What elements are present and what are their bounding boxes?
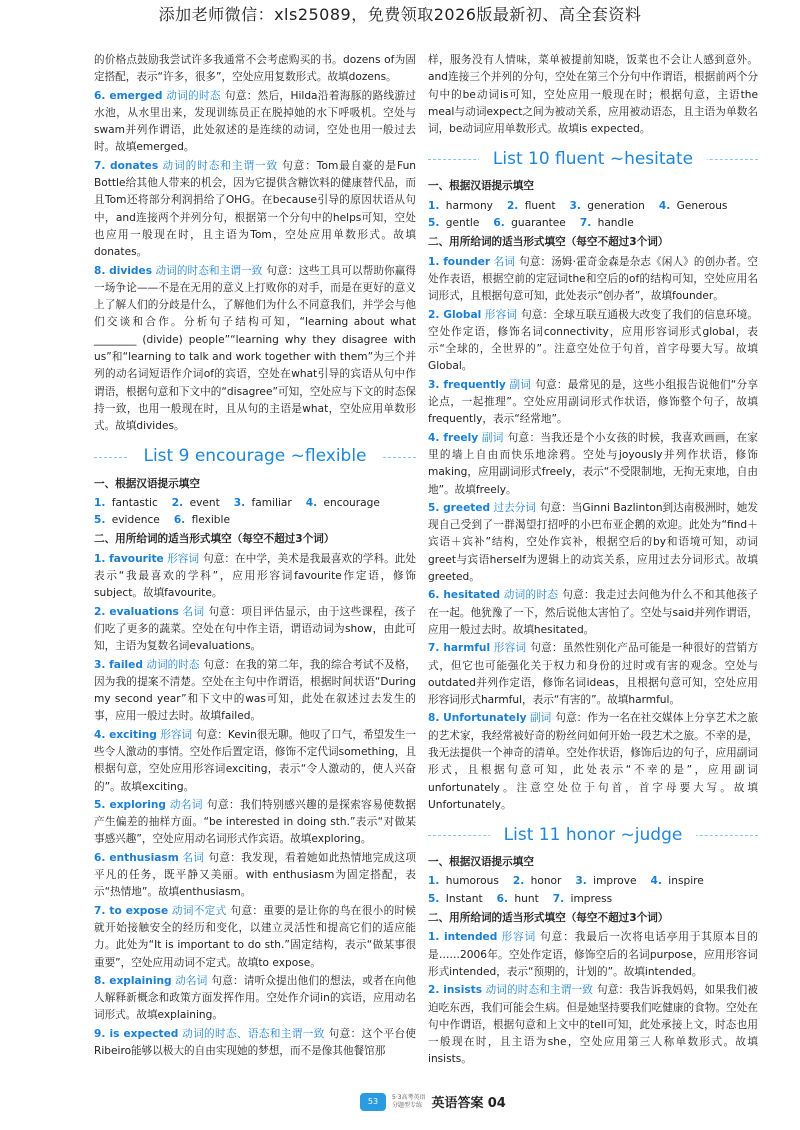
answer-type: 动名词 [175, 974, 208, 987]
word-answer: 1. harmony [428, 199, 493, 212]
answer-item [428, 982, 758, 1068]
answer-key: 5. greeted [428, 501, 491, 514]
answer-text: 句意：作为一名在社交媒体上分享艺术之旅的艺术家，我经常被好奇的粉丝问如何开始一段艺术之旅。不幸的是，我无法提供一个神奇的清单。空处作状语，修饰后边的句子，应用副词形式，且根据句意可知，此处表示“不幸的是”，应用副词unfortunately。注意空处位于句首，首字母要大写。故填Unfortunately。 [428, 712, 759, 811]
answer-item [428, 430, 758, 499]
answer-type: 动词的时态和主谓一致 [162, 159, 279, 172]
word-answer: 7. handle [579, 217, 634, 230]
answer-item [94, 727, 416, 796]
section-heading: 二、用所给词的适当形式填空（每空不超过3个词） [94, 533, 335, 546]
answer-key: 2. insists [428, 984, 483, 997]
answer-text: 句意：在我的第二年，我的综合考试不及格，因为我的提案不清楚。空处在主句中作谓语，根据时间状语“During my second year”和下文中的was可知，此处在叙述过去发生的事，应用一般过去时。故填failed。 [94, 658, 417, 723]
answer-list [428, 254, 758, 815]
word-answer: 3. generation [569, 199, 645, 212]
answer-item [94, 973, 416, 1025]
answer-list [428, 929, 758, 1068]
answer-text: 句意：虽然性别化产品可能是一种很好的营销方式，但它也可能强化关于权力和身份的过时或有害的观念。空处与outdated并列作定语，修饰名词ideas，且根据句意可知，空处应用形容词形式harmful，表示“有害的”。故填harmful。 [428, 642, 759, 707]
word-answer: 2. event [171, 496, 220, 509]
answer-item [428, 307, 758, 376]
answer-item [94, 88, 416, 157]
section-heading: 二、用所给词的适当形式填空（每空不超过3个词） [428, 236, 669, 249]
answer-item [94, 1026, 416, 1061]
answer-text: 句意：我告诉我妈妈，如果我们被迫吃东西，我们可能会生病。但是她坚持要我们吃健康的食物。空处在句中作谓语，根据句意和上文中的tell可知，此处承接上文，时态也用一般现在时，且主语为she，空处应用第三人称单数形式。故填insists。 [428, 984, 759, 1066]
word-answers [94, 495, 416, 530]
footer-series-line: 5·3高考英语 [392, 1093, 426, 1101]
list-heading [94, 442, 416, 472]
answer-text: 句意：Kevin很无聊。他叹了口气，希望发生一些令人激动的事情。空处作后置定语，修饰不定代词something，且根据句意，空处应用形容词exciting，表示“令人激动的，使人兴奋的”。故填exciting。 [94, 728, 416, 793]
right-column [428, 52, 758, 1070]
answer-item [94, 158, 416, 262]
footer-series [392, 1094, 426, 1110]
word-answer: 1. fantastic [94, 496, 158, 509]
answer-key: 1. founder [428, 255, 491, 268]
word-answer: 4. Generous [658, 199, 728, 212]
answer-type: 动词不定式 [171, 904, 227, 917]
paragraph: 样，服务没有人情味，菜单被提前知晓，饭菜也不会让人感到意外。and连接三个并列的分句，空处在第三个分句中作谓语，根据前两个分句中的be动词is可知，空处应用一般现在时；根据句意，主语the meal与动词expect之间为被动关系，应用被动语态，且主语为单数名词，be动词应用单数形式。故填is expected。 [428, 54, 758, 136]
answer-item [428, 500, 758, 586]
promo-banner: 添加老师微信：xls25089，免费领取2026版最新初、高全套资料 [158, 5, 642, 24]
answer-type: 动词的时态、语态和主谓一致 [182, 1027, 325, 1040]
answer-key: 4. freely [428, 431, 479, 444]
answer-key: 8. Unfortunately [428, 712, 527, 725]
answer-text: 句意：当我还是个小女孩的时候，我喜欢画画，在家里的墙上自由而快乐地涂鸦。空处与joyously并列作状语，修饰making，应用副词形式freely，表示“不受限制地，无拘无束地，自由地”。故填freely。 [428, 431, 759, 496]
answer-text: 句意：这些工具可以帮助你赢得一场争论——不是在无用的意义上打败你的对手，而是在更好的意义上了解人们的分歧是什么，了解他们为什么不同意我们，并学会与他们交谈和合作。分析句子结构可知，“learning about what ________ (divide) people”“learning why they disagree with us”和“learning to talk and work together with them”为三个并列的动名词短语作介词of的宾语，空处在what引导的宾语从句中作谓语，根据句意和下文中的“disagree”可知，空处应与下文的时态保持一致，也用一般现在时，且从句的主语是what，空处应用单数形式。故填divides。 [94, 264, 416, 433]
list-title: List 10 fluent ~hesitate [479, 151, 707, 168]
word-answer: 4. inspire [650, 875, 704, 888]
word-answer: 7. impress [552, 892, 613, 905]
answer-key: 9. is expected [94, 1027, 179, 1040]
word-answer: 6. hunt [496, 892, 539, 905]
answer-type: 名词 [493, 255, 516, 268]
word-answer: 3. familiar [233, 496, 292, 509]
answer-key: 1. intended [428, 931, 498, 944]
answer-text: 句意：汤姆·霍奇金森是杂志《闲人》的创办者。空处作表语，根据空前的定冠词the和空后的of的结构可知，空处应用名词形式，且根据句意可知，此处表示“创办者”，故填founder。 [428, 255, 758, 303]
section-heading: 一、根据汉语提示填空 [428, 180, 534, 193]
list-title: List 11 honor ~judge [490, 827, 697, 844]
answer-item [94, 903, 416, 972]
word-answer: 5. evidence [94, 514, 160, 527]
word-answer: 4. encourage [305, 496, 380, 509]
answer-key: 2. Global [428, 308, 482, 321]
answer-list [94, 551, 416, 1061]
footer-label: 英语答案 [431, 1096, 484, 1111]
word-answer: 1. humorous [428, 875, 499, 888]
section-heading: 二、用所给词的适当形式填空（每空不超过3个词） [428, 912, 669, 925]
paragraph: 的价格点鼓励我尝试许多我通常不会考虑购买的书。dozens of为固定搭配，表示“许多，很多”，空处应用复数形式。故填dozens。 [94, 54, 416, 84]
answer-text: 句意：全球互联互通极大改变了我们的信息环境。空处作定语，修饰名词connectivity，应用形容词形式global，表示“全球的，全世界的”。注意空处位于句首，首字母要大写。故填Global。 [428, 308, 758, 373]
footer-series-line: 分题型专练 [392, 1101, 423, 1109]
answer-key: 3. failed [94, 658, 143, 671]
word-answers [428, 873, 758, 908]
answer-item [428, 710, 758, 814]
answer-type: 形容词 [160, 728, 193, 741]
page-number: 04 [487, 1096, 506, 1111]
answer-text: 句意：当Ginni Bazlinton到达南极洲时，她发现自己受到了一群渴望打招呼的小巴布亚企鹅的欢迎。此处为“find＋宾语＋宾补”结构，空处作宾补，根据空后的by和语境可知，动词greet与宾语herself为逻辑上的动宾关系，应用过去分词形式。故填greeted。 [428, 501, 759, 584]
answer-type: 动词的时态 [146, 658, 200, 671]
answer-text: 句意：我走过去问他为什么不和其他孩子在一起。他犹豫了一下，然后说他太害怕了。空处与said并列作谓语，应用一般过去时。故填hesitated。 [428, 589, 759, 636]
answer-item [94, 797, 416, 849]
publisher-logo: 53 [360, 1093, 386, 1111]
word-answer: 2. fluent [506, 199, 556, 212]
answer-key: 6. emerged [94, 89, 163, 102]
answer-item [428, 377, 758, 429]
answer-key: 1. favourite [94, 552, 164, 565]
answer-text: 句意：最常见的是，这些小组报告说他们“分享论点，一起推理”。空处应用副词形式作状语，修饰整个句子，故填frequently，表示“经常地”。 [428, 378, 758, 426]
word-answer: 5. gentle [428, 217, 480, 230]
answer-text: 句意：我们特别感兴趣的是探索容易使数据产生偏差的抽样方面。“be interested in doing sth.”表示“对做某事感兴趣”，空处应用动名词形式作宾语。故填exploring。 [94, 798, 417, 846]
answer-item [428, 929, 758, 981]
answer-key: 6. enthusiasm [94, 851, 179, 864]
answer-text: 句意：在中学，美术是我最喜欢的学科。此处表示“我最喜欢的学科”，应用形容词favourite作定语，修饰subject。故填favourite。 [94, 552, 417, 600]
word-answer: 3. improve [575, 875, 637, 888]
answer-key: 2. evaluations [94, 605, 179, 618]
list-heading [428, 820, 758, 850]
answer-type: 动名词 [169, 798, 203, 811]
word-answer: 6. guarantee [493, 217, 566, 230]
answer-key: 7. donates [94, 159, 159, 172]
answer-type: 形容词 [167, 552, 200, 565]
answer-key: 5. exploring [94, 798, 167, 811]
answer-type: 动词的时态和主谓一致 [155, 264, 263, 277]
answer-item [428, 254, 758, 306]
word-answer: 2. honor [512, 875, 562, 888]
left-column [94, 52, 416, 1061]
word-answer: 5. Instant [428, 892, 483, 905]
answer-text: 句意：请听众提出他们的想法，或者在向他人解释新概念和政策方面发挥作用。空处作介词in的宾语，应用动名词形式。故填explaining。 [94, 974, 417, 1022]
list-heading [428, 144, 758, 174]
answer-item [94, 657, 416, 726]
section-heading: 一、根据汉语提示填空 [94, 477, 200, 490]
answer-key: 3. frequently [428, 378, 506, 391]
word-answers [428, 198, 758, 233]
answer-key: 7. harmful [428, 642, 491, 655]
answer-list [94, 88, 416, 436]
answer-item [94, 263, 416, 436]
answer-key: 8. explaining [94, 974, 172, 987]
answer-type: 动词的时态和主谓一致 [485, 984, 594, 997]
answer-text: 句意：我发现，看着她如此热情地完成这项平凡的任务，既平静又美丽。with enthusiasm为固定搭配，表示“热情地”。故填enthusiasm。 [94, 851, 417, 899]
answer-text: 句意：我最后一次将电话亭用于其原本目的是……2006年。空处作定语，修饰空后的名词purpose，应用形容词形式intended，表示“预期的，计划的”。故填intended。 [428, 931, 759, 978]
list-title: List 9 encourage ~flexible [129, 448, 380, 465]
answer-type: 动词的时态 [166, 89, 221, 102]
answer-item [94, 551, 416, 603]
answer-key: 4. exciting [94, 728, 157, 741]
answer-type: 形容词 [493, 642, 527, 655]
answer-type: 副词 [529, 712, 552, 725]
word-answer: 6. flexible [173, 514, 230, 527]
answer-key: 6. hesitated [428, 589, 501, 602]
answer-text: 句意：项目评估显示，由于这些课程，孩子们吃了更多的蔬菜。空处在句中作主语，谓语动词为show，由此可知，主语为复数名词evaluations。 [94, 605, 417, 653]
answer-item [94, 604, 416, 656]
answer-item [428, 640, 758, 709]
answer-type: 形容词 [501, 931, 537, 944]
answer-type: 名词 [182, 851, 205, 864]
answer-text: 句意：然后，Hilda沿着海豚的路线游过水池，从水里出来，发现训练员正在脱掉她的水下呼吸机。空处与swam并列作谓语，此处叙述的是连续的动词，空处也用一般过去时。故填emerged。 [94, 89, 416, 154]
page-label [432, 1092, 506, 1111]
answer-item [94, 850, 416, 902]
answer-text: 句意：Tom最自豪的是Fun Bottle给其他人带来的机会，因为它提供含糖饮料的健康替代品，而且Tom还将部分利润捐给了OHG。在because引导的原因状语从句中，and连接两个并列分句，根据第一个分句中的helps可知，空处也应用一般现在时，且主语为Tom，空处应用单数形式。故填donates。 [94, 159, 416, 259]
answer-type: 副词 [509, 378, 532, 391]
page-footer [360, 1092, 506, 1111]
answer-text: 句意：重要的是让你的鸟在很小的时候就开始接触安全的经历和变化，以建立灵活性和提高它们的适应能力。此处为“It is important to do sth.”固定结构，表示“做某事很重要”，空处应用动词不定式。故填to expose。 [94, 904, 417, 969]
answer-type: 过去分词 [493, 501, 536, 514]
answer-type: 动词的时态 [503, 589, 559, 602]
answer-key: 7. to expose [94, 904, 169, 917]
section-heading: 一、根据汉语提示填空 [428, 856, 534, 869]
answer-text: 句意：这个平台使Ribeiro能够以极大的自由实现她的梦想，而不是像其他餐馆那 [94, 1027, 417, 1058]
answer-type: 副词 [481, 431, 504, 444]
answer-key: 8. divides [94, 264, 153, 277]
answer-type: 形容词 [484, 308, 518, 321]
answer-type: 名词 [182, 605, 205, 618]
answer-item [428, 587, 758, 639]
